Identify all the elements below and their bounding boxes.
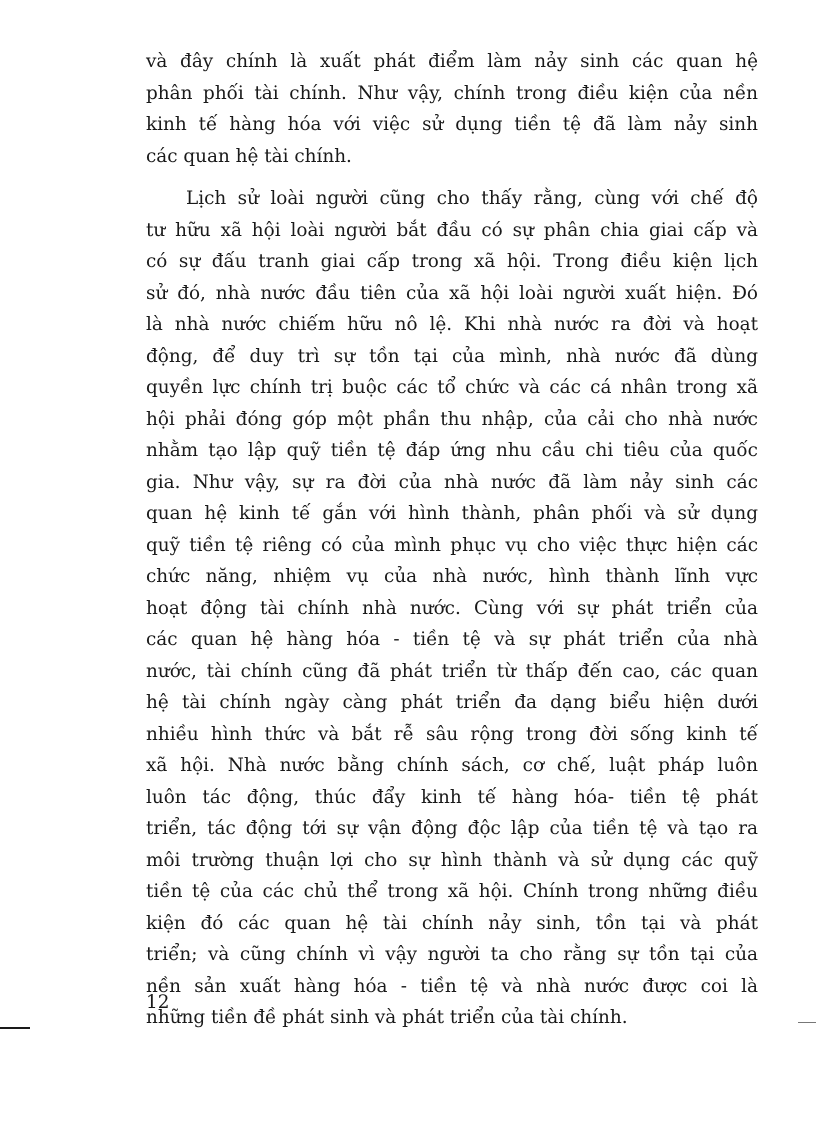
text-line: tiền tệ của các chủ thể trong xã hội. Chính trong những điều bbox=[146, 881, 758, 902]
text-line: hệ tài chính ngày càng phát triển đa dạng biểu hiện dưới bbox=[146, 692, 758, 713]
paragraph-gap bbox=[146, 172, 758, 183]
text-line: nhiều hình thức và bắt rễ sâu rộng trong đời sống kinh tế bbox=[146, 723, 758, 745]
text-line: các quan hệ hàng hóa - tiền tệ và sự phát triển của nhà bbox=[146, 629, 758, 650]
text-line: gia. Như vậy, sự ra đời của nhà nước đã làm nảy sinh các bbox=[146, 471, 758, 493]
text-line: Lịch sử loài người cũng cho thấy rằng, cùng với chế độ bbox=[186, 188, 758, 209]
text-line: nước, tài chính cũng đã phát triển từ thấp đến cao, các quan bbox=[146, 660, 758, 682]
text-line: những tiền đề phát sinh và phát triển của tài chính. bbox=[146, 1007, 628, 1028]
text-line: và đây chính là xuất phát điểm làm nảy sinh các quan hệ bbox=[146, 51, 758, 72]
text-line: chức năng, nhiệm vụ của nhà nước, hình thành lĩnh vực bbox=[146, 566, 758, 587]
scan-edge-mark-left bbox=[0, 1027, 30, 1029]
text-line: hoạt động tài chính nhà nước. Cùng với sự phát triển của bbox=[146, 597, 758, 619]
text-line: quan hệ kinh tế gắn với hình thành, phân phối và sử dụng bbox=[146, 503, 758, 524]
text-line: phân phối tài chính. Như vậy, chính trong điều kiện của nền bbox=[146, 82, 758, 104]
text-line: quyền lực chính trị buộc các tổ chức và các cá nhân trong xã bbox=[146, 377, 758, 398]
text-line: các quan hệ tài chính. bbox=[146, 145, 352, 167]
page-number: 12 bbox=[146, 992, 170, 1013]
body-text bbox=[146, 46, 758, 1034]
text-line: quỹ tiền tệ riêng có của mình phục vụ cho việc thực hiện các bbox=[146, 534, 758, 556]
text-line: tư hữu xã hội loài người bắt đầu có sự phân chia giai cấp và bbox=[146, 219, 758, 241]
text-line: sử đó, nhà nước đầu tiên của xã hội loài người xuất hiện. Đó bbox=[146, 282, 758, 304]
text-line: kiện đó các quan hệ tài chính nảy sinh, tồn tại và phát bbox=[146, 912, 758, 934]
text-line: triển, tác động tới sự vận động độc lập của tiền tệ và tạo ra bbox=[146, 818, 758, 839]
text-line: nhằm tạo lập quỹ tiền tệ đáp ứng nhu cầu chi tiêu của quốc bbox=[146, 440, 758, 461]
text-line: động, để duy trì sự tồn tại của mình, nhà nước đã dùng bbox=[146, 345, 758, 367]
text-line: có sự đấu tranh giai cấp trong xã hội. Trong điều kiện lịch bbox=[146, 251, 758, 272]
text-line: kinh tế hàng hóa với việc sử dụng tiền tệ đã làm nảy sinh bbox=[146, 114, 758, 135]
text-line: nền sản xuất hàng hóa - tiền tệ và nhà nước được coi là bbox=[146, 975, 758, 997]
text-line: hội phải đóng góp một phần thu nhập, của cải cho nhà nước bbox=[146, 408, 758, 430]
paragraph bbox=[146, 46, 758, 172]
text-line: luôn tác động, thúc đẩy kinh tế hàng hóa- tiền tệ phát bbox=[146, 786, 758, 808]
paragraph bbox=[146, 183, 758, 1034]
text-line: xã hội. Nhà nước bằng chính sách, cơ chế, luật pháp luôn bbox=[146, 755, 758, 776]
text-line: là nhà nước chiếm hữu nô lệ. Khi nhà nước ra đời và hoạt bbox=[146, 314, 758, 335]
text-line: môi trường thuận lợi cho sự hình thành và sử dụng các quỹ bbox=[146, 849, 758, 871]
scan-edge-mark-right bbox=[798, 1022, 816, 1023]
text-line: triển; và cũng chính vì vậy người ta cho rằng sự tồn tại của bbox=[146, 944, 758, 965]
